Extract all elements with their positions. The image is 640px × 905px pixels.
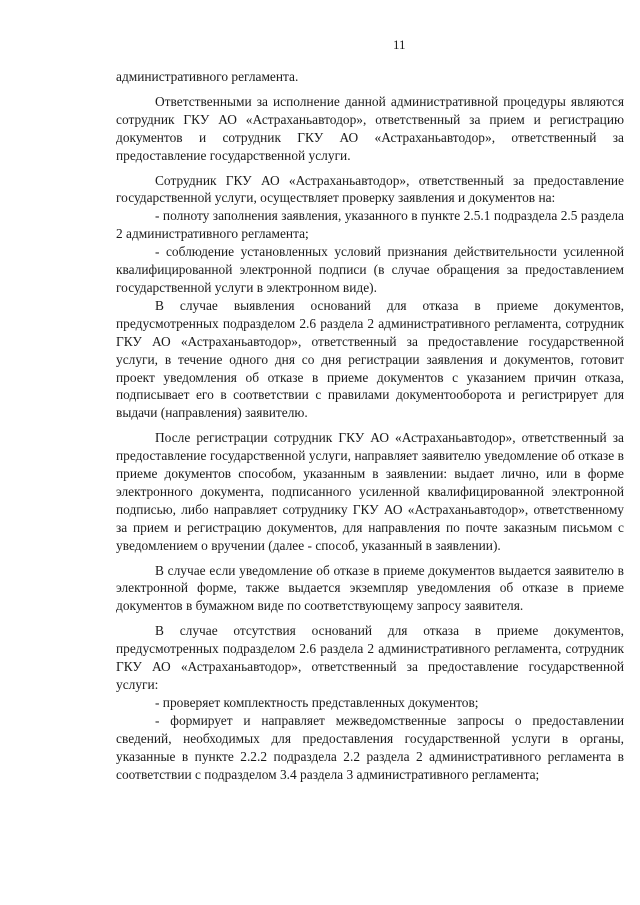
document-body bbox=[116, 68, 624, 783]
paragraph: В случае отсутствия оснований для отказа в приеме документов, предусмотренных подразделом 2.6 раздела 2 административного регламента, сотрудник ГКУ АО «Астраханьавтодор», ответственный за предоставление государственной услуги: bbox=[116, 623, 624, 692]
list-item: - соблюдение установленных условий признания действительности усиленной квалифицированной электронной подписи (в случае обращения за предоставлением государственной услуги в электронном виде). bbox=[116, 244, 624, 295]
paragraph: Ответственными за исполнение данной административной процедуры являются сотрудник ГКУ АО «Астраханьавтодор», ответственный за прием и регистрацию документов и сотрудник ГКУ АО «Астраханьавтодор», ответственный за предоставление государственной услуги. bbox=[116, 93, 624, 163]
paragraph: административного регламента. bbox=[116, 69, 299, 84]
list-item: - проверяет комплектность представленных документов; bbox=[155, 694, 479, 710]
paragraph: В случае выявления оснований для отказа в приеме документов, предусмотренных подразделом 2.6 раздела 2 административного регламента, сотрудник ГКУ АО «Астраханьавтодор», ответственный за предоставление государственной услуги, в течение одного дня со дня регистрации заявления и документов, готовит проект уведомления об отказе в приеме документов с указанием причин отказа, подписывает его в соответствии с правилами документооборота и регистрирует для выдачи (направления) заявителю. bbox=[116, 297, 624, 421]
page-number: 11 bbox=[393, 37, 406, 52]
list-item: - формирует и направляет межведомственные запросы о предоставлении сведений, необходимых для предоставления государственной услуги в органы, указанные в пункте 2.2.2 подраздела 2.2 раздела 2 административного регламента в соответствии с подразделом 3.4 раздела 3 административного регламента; bbox=[116, 712, 624, 782]
paragraph: После регистрации сотрудник ГКУ АО «Астраханьавтодор», ответственный за предоставление государственной услуги, направляет заявителю уведомление об отказе в приеме документов способом, указанным в заявлении: выдает лично, или в форме электронного документа, подписанного усиленной квалифицированной электронной подписью, либо направляет сотруднику ГКУ АО «Астраханьавтодор», ответственному за прием и регистрацию документов, для направления по почте заказным письмом с уведомлением о вручении (далее - способ, указанный в заявлении). bbox=[116, 430, 624, 553]
paragraph: В случае если уведомление об отказе в приеме документов выдается заявителю в электронной форме, также выдается экземпляр уведомления об отказе в приеме документов в бумажном виде по соответствующему запросу заявителя. bbox=[116, 562, 624, 614]
paragraph: Сотрудник ГКУ АО «Астраханьавтодор», ответственный за предоставление государственной услуги, осуществляет проверку заявления и документов на: bbox=[116, 172, 624, 206]
list-item: - полноту заполнения заявления, указанного в пункте 2.5.1 подраздела 2.5 раздела 2 административного регламента; bbox=[116, 208, 624, 242]
